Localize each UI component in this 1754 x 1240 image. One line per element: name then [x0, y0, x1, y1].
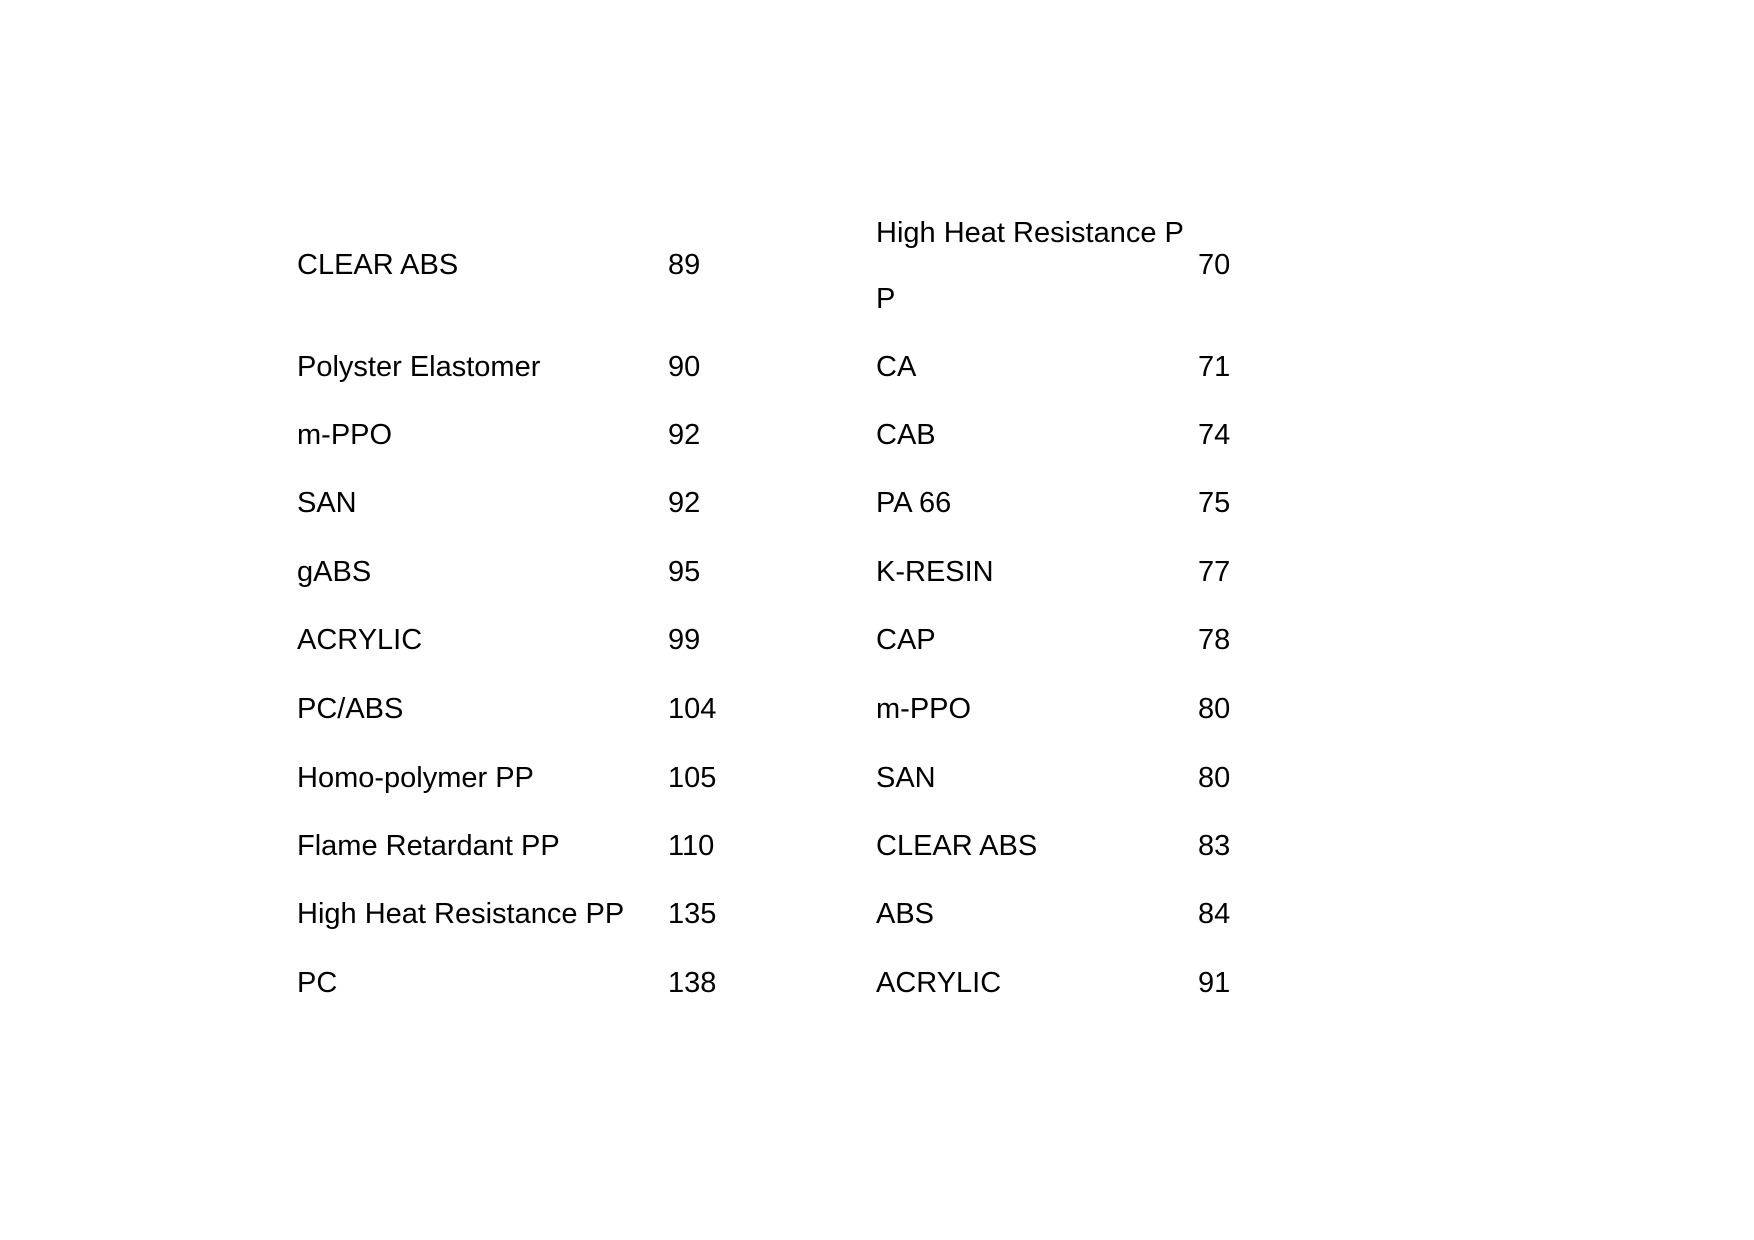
right-row-name: CAB [876, 419, 936, 451]
left-row-value: 90 [668, 351, 701, 383]
right-row-name: K-RESIN [876, 556, 994, 588]
right-row-name: PA 66 [876, 487, 952, 519]
left-row-name: Homo-polymer PP [297, 762, 534, 794]
right-row-name: ABS [876, 898, 935, 930]
left-row-value: 89 [668, 249, 701, 281]
left-row-value: 105 [668, 762, 717, 794]
left-row-value: 104 [668, 693, 717, 725]
left-row-name: Polyster Elastomer [297, 351, 541, 383]
right-row-value: 91 [1198, 967, 1231, 999]
left-row-value: 110 [668, 830, 715, 862]
right-row-value: 83 [1198, 830, 1231, 862]
right-row-name: SAN [876, 762, 936, 794]
right-row-value: 80 [1198, 693, 1231, 725]
right-row-name: CLEAR ABS [876, 830, 1038, 862]
left-row-name: CLEAR ABS [297, 249, 459, 281]
right-row-value: 84 [1198, 898, 1231, 930]
right-row-name: CA [876, 351, 917, 383]
right-row-value: 74 [1198, 419, 1231, 451]
left-row-value: 135 [668, 898, 717, 930]
left-row-name: PC [297, 967, 338, 999]
left-row-value: 95 [668, 556, 701, 588]
right-row-name: CAP [876, 624, 936, 656]
right-row-value: 75 [1198, 487, 1231, 519]
right-row-name: m-PPO [876, 693, 972, 725]
left-row-value: 92 [668, 419, 701, 451]
right-row-value: 77 [1198, 556, 1231, 588]
left-row-name: ACRYLIC [297, 624, 423, 656]
right-row-value: 78 [1198, 624, 1231, 656]
right-row-value: 80 [1198, 762, 1231, 794]
left-row-name: gABS [297, 556, 372, 588]
left-row-value: 99 [668, 624, 701, 656]
left-row-name: Flame Retardant PP [297, 830, 560, 862]
left-row-value: 138 [668, 967, 717, 999]
right-row-name: ACRYLIC [876, 967, 1002, 999]
left-row-name: m-PPO [297, 419, 393, 451]
left-row-value: 92 [668, 487, 701, 519]
right-row-value: 70 [1198, 249, 1231, 281]
right-row-value: 71 [1198, 351, 1231, 383]
left-row-name: High Heat Resistance PP [297, 898, 625, 930]
left-row-name: PC/ABS [297, 693, 404, 725]
right-row-name: High Heat Resistance PP [876, 217, 1184, 315]
left-row-name: SAN [297, 487, 357, 519]
